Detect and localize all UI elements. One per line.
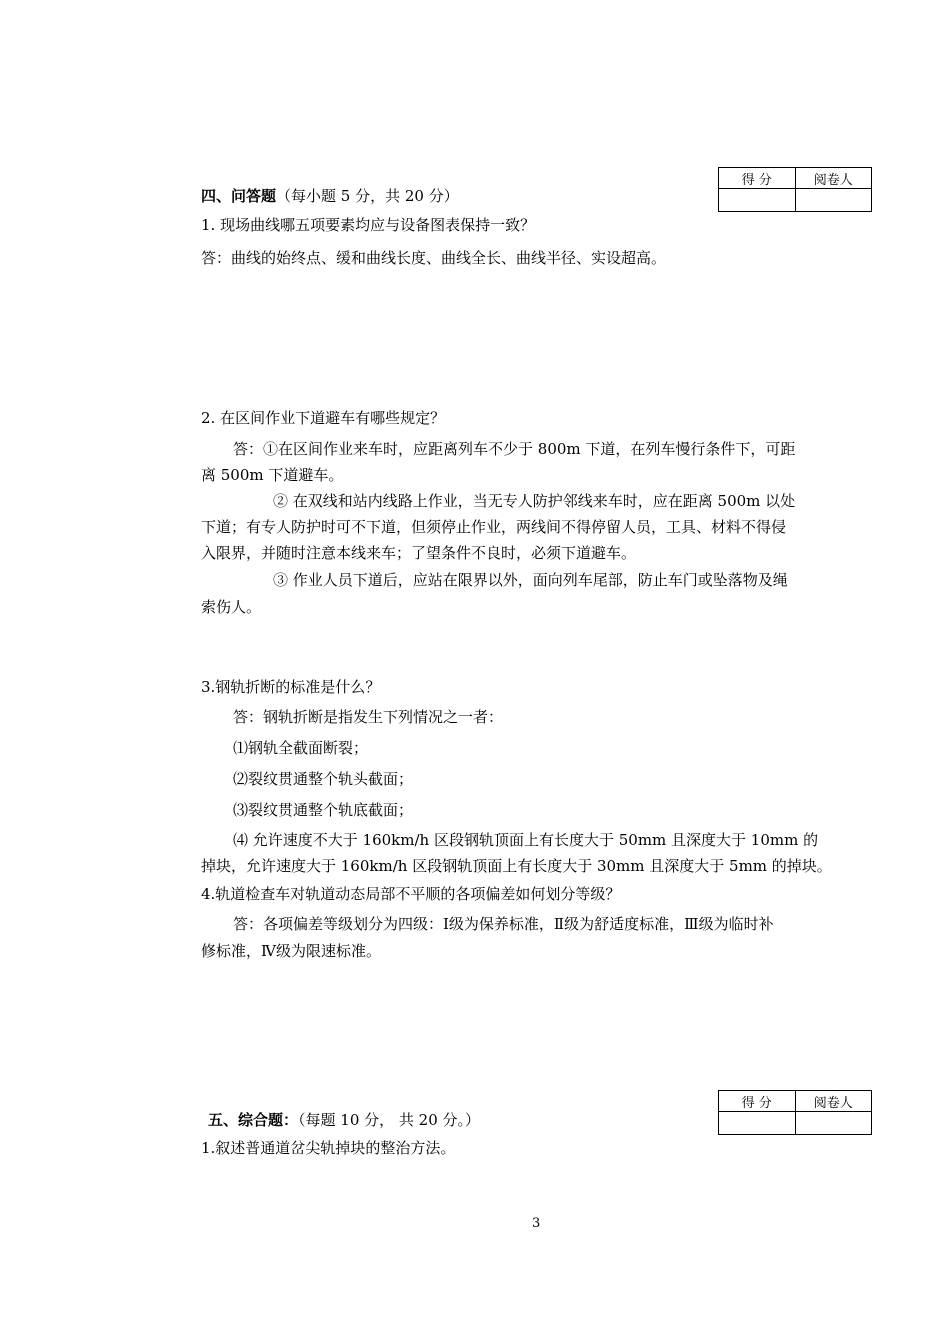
q3-item3: ⑶裂纹贯通整个轨底截面； [233,801,414,819]
q1-question: 1. 现场曲线哪五项要素均应与设备图表保持一致？ [201,216,536,234]
score-cell [719,1112,796,1135]
q4-answer-line1: 答：各项偏差等级划分为四级：Ⅰ级为保养标准，Ⅱ级为舒适度标准，Ⅲ级为临时补 [233,915,774,933]
q3-item1: ⑴钢轨全截面断裂； [233,739,369,757]
score-label: 得 分 [719,1091,796,1112]
q2-answer2-line3: 入限界，并随时注意本线来车；了望条件不良时，必须下道避车。 [201,544,637,562]
score-table-section5 [718,1090,872,1135]
score-table-section4 [718,167,872,212]
q2-question: 2. 在区间作业下道避车有哪些规定？ [201,409,446,427]
reviewer-cell [795,1112,872,1135]
q4-answer-line2: 修标准，Ⅳ级为限速标准。 [201,942,381,960]
section5-title: 五、综合题： [208,1111,299,1129]
q2-answer1-line2: 离 500m 下道避车。 [201,466,344,484]
score-label: 得 分 [719,168,796,189]
section4-heading [201,185,459,207]
section5-note: （每题 10 分， 共 20 分。） [298,1111,481,1129]
page-number: 3 [532,1216,541,1231]
q2-answer1-line1: 答：①在区间作业来车时，应距离列车不少于 800m 下道，在列车慢行条件下，可距 [233,440,796,458]
q2-answer2-line2: 下道；有专人防护时可不下道，但须停止作业，两线间不得停留人员，工具、材料不得侵 [201,518,787,536]
q3-intro: 答：钢轨折断是指发生下列情况之一者： [233,708,504,726]
q2-answer3-line2: 索伤人。 [201,598,262,616]
score-cell [719,189,796,212]
q3-item4-line1: ⑷ 允许速度不大于 160km/h 区段钢轨顶面上有长度大于 50mm 且深度大于 10mm 的 [233,831,819,849]
section5-heading [208,1109,480,1131]
q3-item4-line2: 掉块，允许速度大于 160km/h 区段钢轨顶面上有长度大于 30mm 且深度大于 5mm 的掉块。 [201,857,832,875]
q3-question: 3.钢轨折断的标准是什么？ [201,678,381,696]
reviewer-label: 阅卷人 [795,168,872,189]
reviewer-cell [795,189,872,212]
q1-answer: 答：曲线的始终点、缓和曲线长度、曲线全长、曲线半径、实设超高。 [201,249,667,267]
reviewer-label: 阅卷人 [795,1091,872,1112]
section4-note: （每小题 5 分，共 20 分） [276,187,459,205]
s5-q1: 1.叙述普通道岔尖轨掉块的整治方法。 [201,1139,456,1157]
section4-title: 四、问答题 [201,187,277,205]
q4-question: 4.轨道检查车对轨道动态局部不平顺的各项偏差如何划分等级？ [201,885,621,903]
q3-item2: ⑵裂纹贯通整个轨头截面； [233,770,414,788]
q2-answer3-line1: ③ 作业人员下道后，应站在限界以外，面向列车尾部，防止车门或坠落物及绳 [273,571,788,589]
q2-answer2-line1: ② 在双线和站内线路上作业，当无专人防护邻线来车时，应在距离 500m 以处 [273,492,796,510]
